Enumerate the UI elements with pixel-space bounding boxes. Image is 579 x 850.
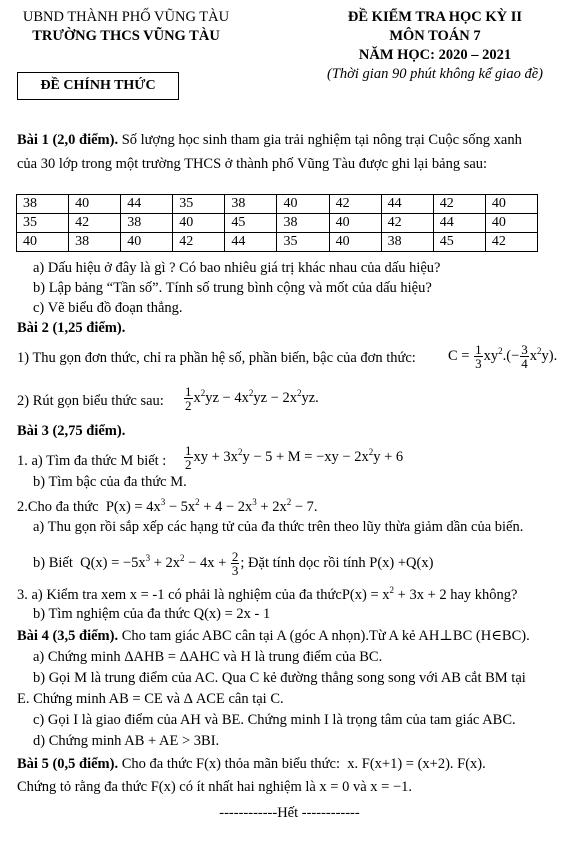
table-cell: 42 <box>329 195 381 214</box>
exam-time: (Thời gian 90 phút không kể giao đề) <box>327 66 543 82</box>
bai1-title: Bài 1 (2,0 điểm). <box>17 132 119 148</box>
table-cell: 40 <box>485 195 537 214</box>
table-cell: 38 <box>277 214 329 233</box>
table-cell: 42 <box>69 214 121 233</box>
bai3-q2b: b) Biết $Q(x) = -5x^3 + 2x^2 - 4x$ + $\frac{2}{3}$ ; Đặt tính dọc rồi tính P(x) +Q(x) <box>33 549 434 578</box>
table-cell: 40 <box>69 195 121 214</box>
bai3-q3b: b) Tìm nghiệm của đa thức Q(x) = 2x - 1 <box>33 606 271 622</box>
table-cell: 40 <box>277 195 329 214</box>
table-cell: 44 <box>225 233 277 252</box>
bai1-text1: Số lượng học sinh tham gia trải nghiệm tại nông trại Cuộc sống xanh <box>118 132 522 148</box>
table-cell: 44 <box>381 195 433 214</box>
bai4-b2: E. Chứng minh AB = CE và Δ ACE cân tại C. <box>17 691 284 707</box>
official-badge: ĐỀ CHÍNH THỨC <box>17 72 179 100</box>
school-name: TRƯỜNG THCS VŨNG TÀU <box>32 28 220 44</box>
table-cell: 38 <box>17 195 69 214</box>
table-row <box>17 233 538 252</box>
bai1-line1 <box>17 132 522 149</box>
table-cell: 38 <box>121 214 173 233</box>
bai3-q3a: 3. a) Kiểm tra xem x = -1 có phải là nghiệm của đa thứcP(x) = $x^2 + 3x + 2$ hay không? <box>17 585 518 603</box>
header-right <box>300 8 570 84</box>
table-cell: 44 <box>433 214 485 233</box>
bai1-b: b) Lập bảng “Tần số”. Tính số trung bình cộng và mốt của dấu hiệu? <box>33 280 432 296</box>
table-cell: 42 <box>173 233 225 252</box>
table-cell: 38 <box>381 233 433 252</box>
table-cell: 45 <box>433 233 485 252</box>
bai4-line1: Bài 4 (3,5 điểm). Cho tam giác ABC cân tại A (góc A nhọn).Từ A kẻ AH⊥BC (H∈BC). <box>17 628 530 644</box>
exam-year: NĂM HỌC: 2020 – 2021 <box>358 47 512 63</box>
bai2-title: Bài 2 (1,25 điểm). <box>17 320 126 336</box>
bai1-a: a) Dấu hiệu ở đây là gì ? Có bao nhiêu giá trị khác nhau của dấu hiệu? <box>33 260 441 276</box>
table-cell: 44 <box>121 195 173 214</box>
bai1-text2: của 30 lớp trong một trường THCS ở thành phố Vũng Tàu được ghi lại bảng sau: <box>17 156 488 172</box>
bai4-d: d) Chứng minh AB + AE > 3BI. <box>33 733 220 749</box>
table-row <box>17 195 538 214</box>
table-cell: 42 <box>433 195 485 214</box>
bai2-q2: 2) Rút gọn biểu thức sau: <box>17 393 164 409</box>
footer-end: ------------Hết ------------ <box>219 805 360 821</box>
bai3-q2: 2.Cho đa thức $P(x) = 4x^3 - 5x^2 + 4 - 2x^3 + 2x^2 - 7$. <box>17 497 318 515</box>
bai3-q1a-formula: $\frac{1}{2}$ xy + $3x^2y - 5 + M = -xy - 2x^2y + 6$ <box>185 443 404 472</box>
bai5-line1: Bài 5 (0,5 điểm). Cho đa thức F(x) thỏa mãn biểu thức: x. F(x+1) = (x+2). F(x). <box>17 756 486 772</box>
data-table <box>16 194 538 252</box>
exam-subject: MÔN TOÁN 7 <box>389 28 481 44</box>
table-cell: 38 <box>69 233 121 252</box>
bai2-q1-formula: C = $\frac{1}{3}$ $xy^2.(-$ $\frac{3}{4}$ $x^2y$). <box>448 342 558 371</box>
bai3-q1a: 1. a) Tìm đa thức M biết : <box>17 453 167 469</box>
table-cell: 35 <box>17 214 69 233</box>
table-cell: 42 <box>485 233 537 252</box>
exam-title: ĐỀ KIỂM TRA HỌC KỲ II <box>347 9 523 25</box>
table-cell: 40 <box>485 214 537 233</box>
bai2-q2-formula: $\frac{1}{2}$ $x^2yz - 4x^2yz - 2x^2yz$. <box>185 384 319 413</box>
table-cell: 40 <box>121 233 173 252</box>
table-cell: 35 <box>173 195 225 214</box>
bai5-line2: Chứng tỏ rằng đa thức F(x) có ít nhất hai nghiệm là x = 0 và x = −1. <box>17 779 413 795</box>
table-cell: 45 <box>225 214 277 233</box>
bai4-c: c) Gọi I là giao điểm của AH và BE. Chứng minh I là trọng tâm của tam giác ABC. <box>33 712 516 728</box>
district-name: UBND THÀNH PHỐ VŨNG TÀU <box>22 9 230 25</box>
bai3-title: Bài 3 (2,75 điểm). <box>17 423 126 439</box>
bai3-q2a: a) Thu gọn rồi sắp xếp các hạng tử của đa thức trên theo lũy thừa giảm dần của biến. <box>33 519 524 535</box>
table-cell: 40 <box>329 233 381 252</box>
table-cell: 38 <box>225 195 277 214</box>
table-cell: 40 <box>173 214 225 233</box>
table-cell: 40 <box>329 214 381 233</box>
bai5-formula: x. F(x+1) = (x+2). F(x). <box>347 756 486 772</box>
table-cell: 40 <box>17 233 69 252</box>
table-cell: 35 <box>277 233 329 252</box>
header-left <box>16 8 236 46</box>
table-row <box>17 214 538 233</box>
bai2-q1: 1) Thu gọn đơn thức, chỉ ra phần hệ số, phần biến, bậc của đơn thức: <box>17 350 416 366</box>
table-cell: 42 <box>381 214 433 233</box>
bai3-q1b: b) Tìm bậc của đa thức M. <box>33 474 187 490</box>
bai1-c: c) Vẽ biểu đồ đoạn thẳng. <box>33 300 183 316</box>
bai4-b1: b) Gọi M là trung điểm của AC. Qua C kẻ đường thẳng song song với AB cắt BM tại <box>33 670 526 686</box>
bai4-a: a) Chứng minh ΔAHB = ΔAHC và H là trung điểm của BC. <box>33 649 383 665</box>
